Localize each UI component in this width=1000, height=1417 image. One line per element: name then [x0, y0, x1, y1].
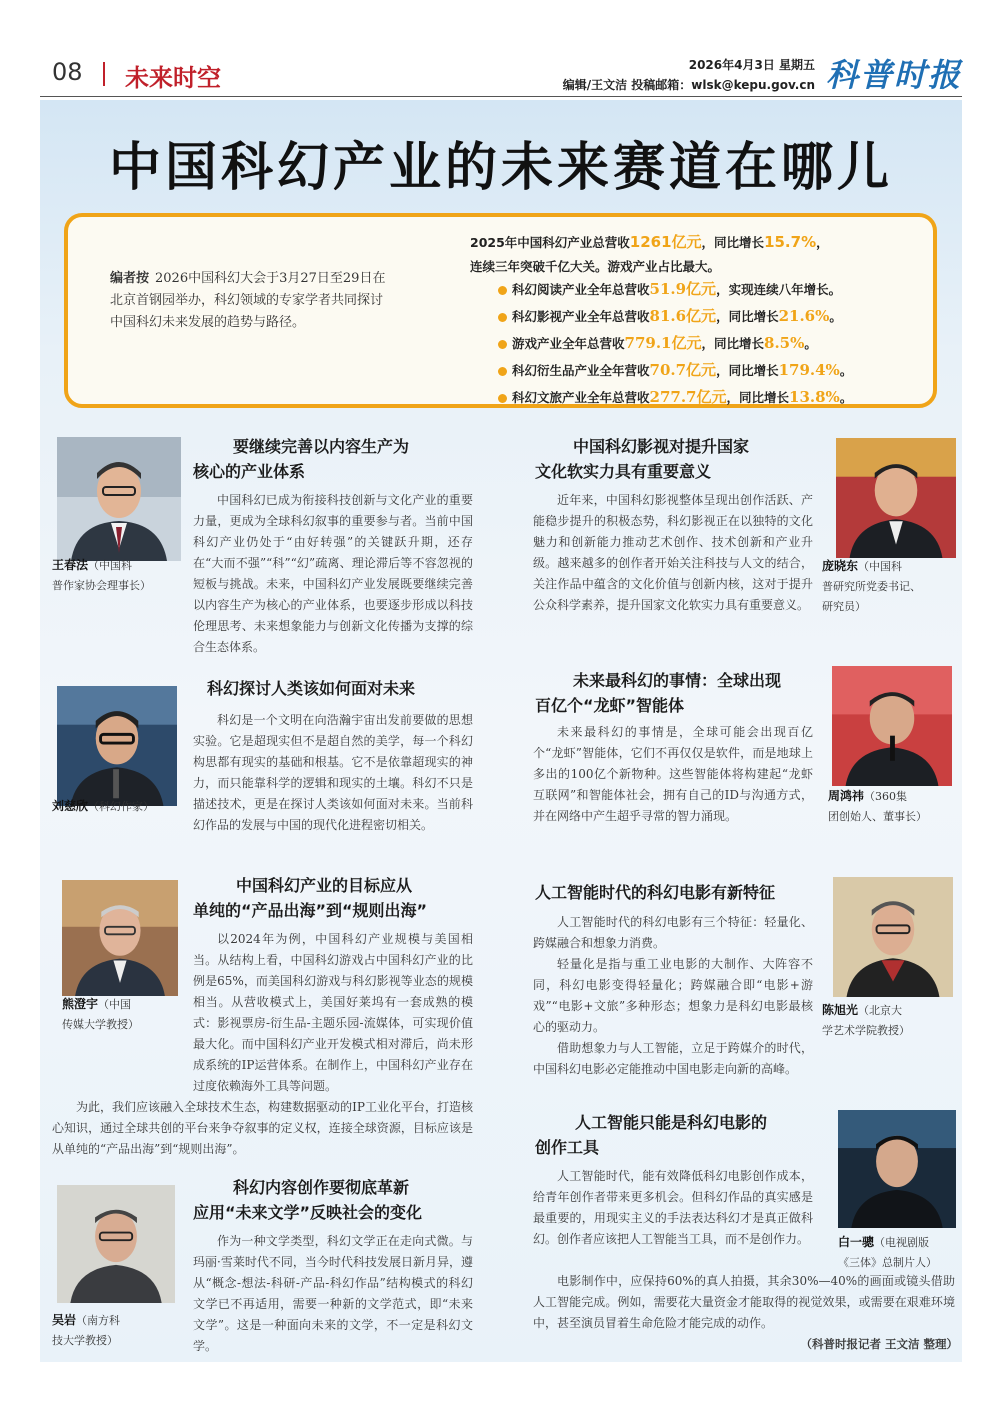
- person-role: （360集: [864, 790, 908, 803]
- stats-item-text: 。: [829, 309, 842, 324]
- person-name: 刘慈欣: [52, 799, 89, 813]
- person-role: 学艺术学院教授）: [822, 1024, 910, 1037]
- stats-item-label: 科幻衍生品产业全年营收: [512, 363, 650, 378]
- person-role: （北京大: [858, 1004, 903, 1017]
- person-name: 白一骢: [838, 1235, 875, 1249]
- stats-item-growth: 179.4%: [778, 361, 840, 379]
- person-role: （中国科: [858, 560, 903, 573]
- bullet-icon: [498, 367, 507, 376]
- person-name: 吴岩: [52, 1313, 77, 1327]
- article-title-6b: 百亿个“龙虾”智能体: [535, 696, 685, 715]
- stats-item: [498, 357, 928, 384]
- editor-note-text: 2026中国科幻大会于3月27日至29日在北京首钢园举办，科幻领域的专家学者共同探讨中国科幻未来发展的趋势与路径。: [110, 271, 386, 330]
- stats-item-growth: 13.8%: [789, 388, 840, 406]
- stats-item: [498, 303, 928, 330]
- header-rule: [40, 96, 962, 97]
- caption-8: [838, 1232, 963, 1273]
- article-title-3b: 单纯的“产品出海”到“规则出海”: [193, 901, 428, 920]
- stats-text: ，同比增长: [701, 235, 765, 250]
- portrait-pang-xiaodong: [836, 438, 956, 558]
- stats-item-value: 51.9亿元: [649, 280, 717, 298]
- portrait-xiong-chengyu: [62, 880, 178, 996]
- article-title-5b: 文化软实力具有重要意义: [535, 462, 712, 481]
- person-name: 王春法: [52, 558, 89, 572]
- portrait-liu-cixin: [57, 686, 177, 806]
- article-title-1b: 核心的产业体系: [193, 462, 306, 481]
- article-title-6: 未来最科幻的事情：全球出现: [573, 671, 782, 690]
- stats-item-label: 游戏产业全年总营收: [512, 336, 625, 351]
- title-line: 要继续完善以内容生产为: [233, 437, 410, 456]
- stats-text: ，: [816, 235, 829, 250]
- stats-item: [498, 330, 928, 357]
- article-body-4: 作为一种文学类型，科幻文学正在走向式微。与玛丽·雪莱时代不同，当今时代科技发展日新月异，遵从“概念-想法-科研-产品-科幻作品”结构模式的科幻文学已不再适用，需要一种新的文学范式，即“未来文学”。这是一种面向未来的文学，不一定是科幻文学。: [193, 1234, 473, 1353]
- article-title-5: 中国科幻影视对提升国家: [573, 437, 750, 456]
- editor-note: [110, 268, 395, 334]
- stats-item-value: 81.6亿元: [649, 307, 717, 325]
- stats-item: [498, 276, 928, 303]
- article-body-7-p3: 借助想象力与人工智能，立足于跨媒介的时代，中国科幻电影必定能推动中国电影走向新的高峰。: [533, 1041, 813, 1076]
- stats-item-text: 。: [839, 363, 853, 378]
- person-role: 研究员）: [822, 600, 866, 613]
- stats-item: [498, 384, 928, 411]
- stats-list: [498, 276, 928, 411]
- issue-date: 2026年4月3日 星期五: [688, 58, 815, 72]
- stats-item-text: ，同比增长: [716, 363, 779, 378]
- article-body-3-para2: 为此，我们应该融入全球技术生态，构建数据驱动的IP工业化平台，打造核心知识，通过全球共创的平台来争夺叙事的定义权，连接全球资源，目标应该是从单纯的“产品出海”到“规则出海”。: [52, 1100, 473, 1156]
- newspaper-logo: 科普时报: [826, 56, 963, 94]
- stats-total-revenue: 1261亿元: [629, 233, 702, 251]
- stats-total-growth: 15.7%: [764, 233, 817, 251]
- stats-summary: [470, 230, 920, 279]
- person-role: 普作家协会理事长）: [52, 579, 151, 592]
- header-divider: [103, 62, 105, 86]
- page-headline: 中国科幻产业的未来赛道在哪儿: [108, 138, 893, 198]
- caption-7: [822, 1000, 962, 1041]
- stats-item-value: 70.7亿元: [649, 361, 717, 379]
- reporter-credit: （科普时报记者 王文洁 整理）: [800, 1337, 958, 1351]
- article-title-8b: 创作工具: [535, 1138, 600, 1157]
- person-role: 传媒大学教授）: [62, 1018, 139, 1031]
- stats-item-growth: 21.6%: [778, 307, 830, 325]
- stats-item-text: 。: [839, 390, 853, 405]
- portrait-chen-xuguang: [833, 877, 953, 997]
- caption-4: [52, 1310, 187, 1351]
- caption-5: [822, 556, 957, 617]
- stats-item-value: 779.1亿元: [624, 334, 702, 352]
- person-role: 团创始人、董事长）: [828, 810, 927, 823]
- bullet-icon: [498, 313, 507, 322]
- portrait-wu-yan: [57, 1185, 175, 1303]
- stats-item-label: 科幻文旅产业全年总营收: [512, 390, 650, 405]
- section-title: 未来时空: [125, 64, 221, 92]
- stats-item-text: ，实现连续八年增长。: [716, 282, 842, 297]
- article-body-3: 以2024年为例，中国科幻产业规模与美国相当。从结构上看，中国科幻游戏占中国科幻产业的比例是65%，而美国科幻游戏与科幻影视等业态的规模相当。从营收模式上，美国好莱坞有一套成熟的模式：影视票房-衍生品-主题乐园-流媒体，可实现价值最大化。而中国科幻产业开发模式相对滞后，尚未形成系统的IP运营体系。在制作上，中国科幻产业存在过度依赖海外工具等问题。: [193, 932, 473, 1093]
- article-title-8: 人工智能只能是科幻电影的: [575, 1113, 768, 1132]
- editor-info: 编辑/王文洁 投稿邮箱：wlsk@kepu.gov.cn: [562, 78, 815, 92]
- stats-summary-line1: [470, 230, 920, 255]
- stats-item-text: ，同比增长: [716, 309, 779, 324]
- portrait-bai-yicong: [838, 1110, 956, 1228]
- person-name: 陈旭光: [822, 1003, 859, 1017]
- article-body-5: 近年来，中国科幻影视整体呈现出创作活跃、产能稳步提升的积极态势，科幻影视正在以独特的文化魅力和创新能力推动艺术创作、技术创新和产业升级。越来越多的创作者开始关注科技与人文的结合，关注作品中蕴含的文化价值与创新内核，这对于提升公众科学素养，提升国家文化软实力具有重要意义。: [533, 493, 813, 612]
- article-body-6: 未来最科幻的事情是，全球可能会出现百亿个“龙虾”智能体，它们不再仅仅是软件，而是地球上多出的100亿个新物种。这些智能体将构建起“龙虾互联网”和智能体社会，拥有自己的ID与沟通方式，并在网络中产生超乎寻常的智力涌现。: [533, 725, 813, 823]
- stats-item-growth: 8.5%: [764, 334, 805, 352]
- stats-item-text: 。: [804, 336, 817, 351]
- bullet-icon: [498, 394, 507, 403]
- person-role: （南方科: [76, 1314, 121, 1327]
- stats-item-label: 科幻阅读产业全年总营收: [512, 282, 650, 297]
- person-role: 技大学教授）: [52, 1334, 118, 1347]
- stats-text: 2025年中国科幻产业总营收: [470, 235, 630, 250]
- stats-item-text: ，同比增长: [701, 336, 765, 351]
- article-title-3: 中国科幻产业的目标应从: [236, 876, 413, 895]
- article-title-4: 科幻内容创作要彻底革新: [233, 1178, 410, 1197]
- article-title-1: [233, 434, 473, 459]
- portrait-zhou-hongyi: [832, 666, 952, 786]
- stats-item-text: ，同比增长: [726, 390, 790, 405]
- article-body-8-p1: 人工智能时代，能有效降低科幻电影创作成本，给青年创作者带来更多机会。但科幻作品的真实感是最重要的，用现实主义的手法表达科幻才是真正做科幻。创作者应该把人工智能当工具，而不是创作力。: [533, 1169, 813, 1246]
- caption-1: [52, 555, 182, 596]
- person-role: （中国科: [88, 559, 133, 572]
- caption-2: [52, 796, 182, 817]
- stats-item-label: 科幻影视产业全年总营收: [512, 309, 650, 324]
- caption-6: [828, 786, 958, 827]
- person-role: （科幻作家）: [88, 800, 155, 813]
- person-name: 熊澄宇: [62, 997, 99, 1011]
- article-body-8-p2: 电影制作中，应保持60%的真人拍摄，其余30%—40%的画面或镜头借助人工智能完成。例如，需要花大量资金才能取得的视觉效果，或需要在艰难环境中，甚至演员冒着生命危险才能完成的动作。: [533, 1274, 955, 1330]
- bullet-icon: [498, 340, 507, 349]
- portrait-wang-chunfa: [57, 437, 181, 561]
- article-body-2: 科幻是一个文明在向浩瀚宇宙出发前要做的思想实验。它是超现实但不是超自然的美学，每一个科幻构思都有现实的基础和根基。它不是依靠超现实的神力，而只能靠科学的逻辑和现实的土壤。科幻不只是描述技术，更是在探讨人类该如何面对未来。当前科幻作品的发展与中国的现代化进程密切相关。: [193, 713, 473, 832]
- person-role: （电视剧版: [874, 1236, 930, 1249]
- page-number: 08: [52, 58, 83, 86]
- article-body-7-p2: 轻量化是指与重工业电影的大制作、大阵容不同，科幻电影变得轻量化；跨媒融合即“电影+游戏”“电影+文旅”多种形态；想象力是科幻电影最核心的驱动力。: [533, 957, 813, 1034]
- article-body-7-p1: 人工智能时代的科幻电影有三个特征：轻量化、跨媒融合和想象力消费。: [533, 915, 813, 950]
- bullet-icon: [498, 286, 507, 295]
- person-role: （中国: [98, 998, 132, 1011]
- stats-item-value: 277.7亿元: [649, 388, 727, 406]
- caption-3: [62, 994, 187, 1035]
- editor-note-label: 编者按: [110, 271, 150, 286]
- person-name: 周鸿祎: [828, 789, 865, 803]
- article-title-7: 人工智能时代的科幻电影有新特征: [535, 883, 776, 902]
- person-role: 《三体》总制片人）: [838, 1256, 937, 1269]
- person-name: 庞晓东: [822, 559, 859, 573]
- article-title-4b: 应用“未来文学”反映社会的变化: [193, 1203, 423, 1222]
- person-role: 普研究所党委书记、: [822, 580, 921, 593]
- article-body-1: 中国科幻已成为衔接科技创新与文化产业的重要力量，更成为全球科幻叙事的重要参与者。当前中国科幻产业仍处于“由好转强”的关键跃升期，还存在“大而不强”“科”“幻”疏离、理论滞后等不容忽视的短板与挑战。未来，中国科幻产业发展既要继续完善以内容生产为核心的产业体系，也要逐步形成以科技伦理思考、未来想象能力与创新文化传播为支撑的综合生态体系。: [193, 493, 473, 654]
- stats-summary-line2: 连续三年突破千亿大关。游戏产业占比最大。: [470, 259, 721, 274]
- article-title-2: 科幻探讨人类该如何面对未来: [207, 679, 416, 698]
